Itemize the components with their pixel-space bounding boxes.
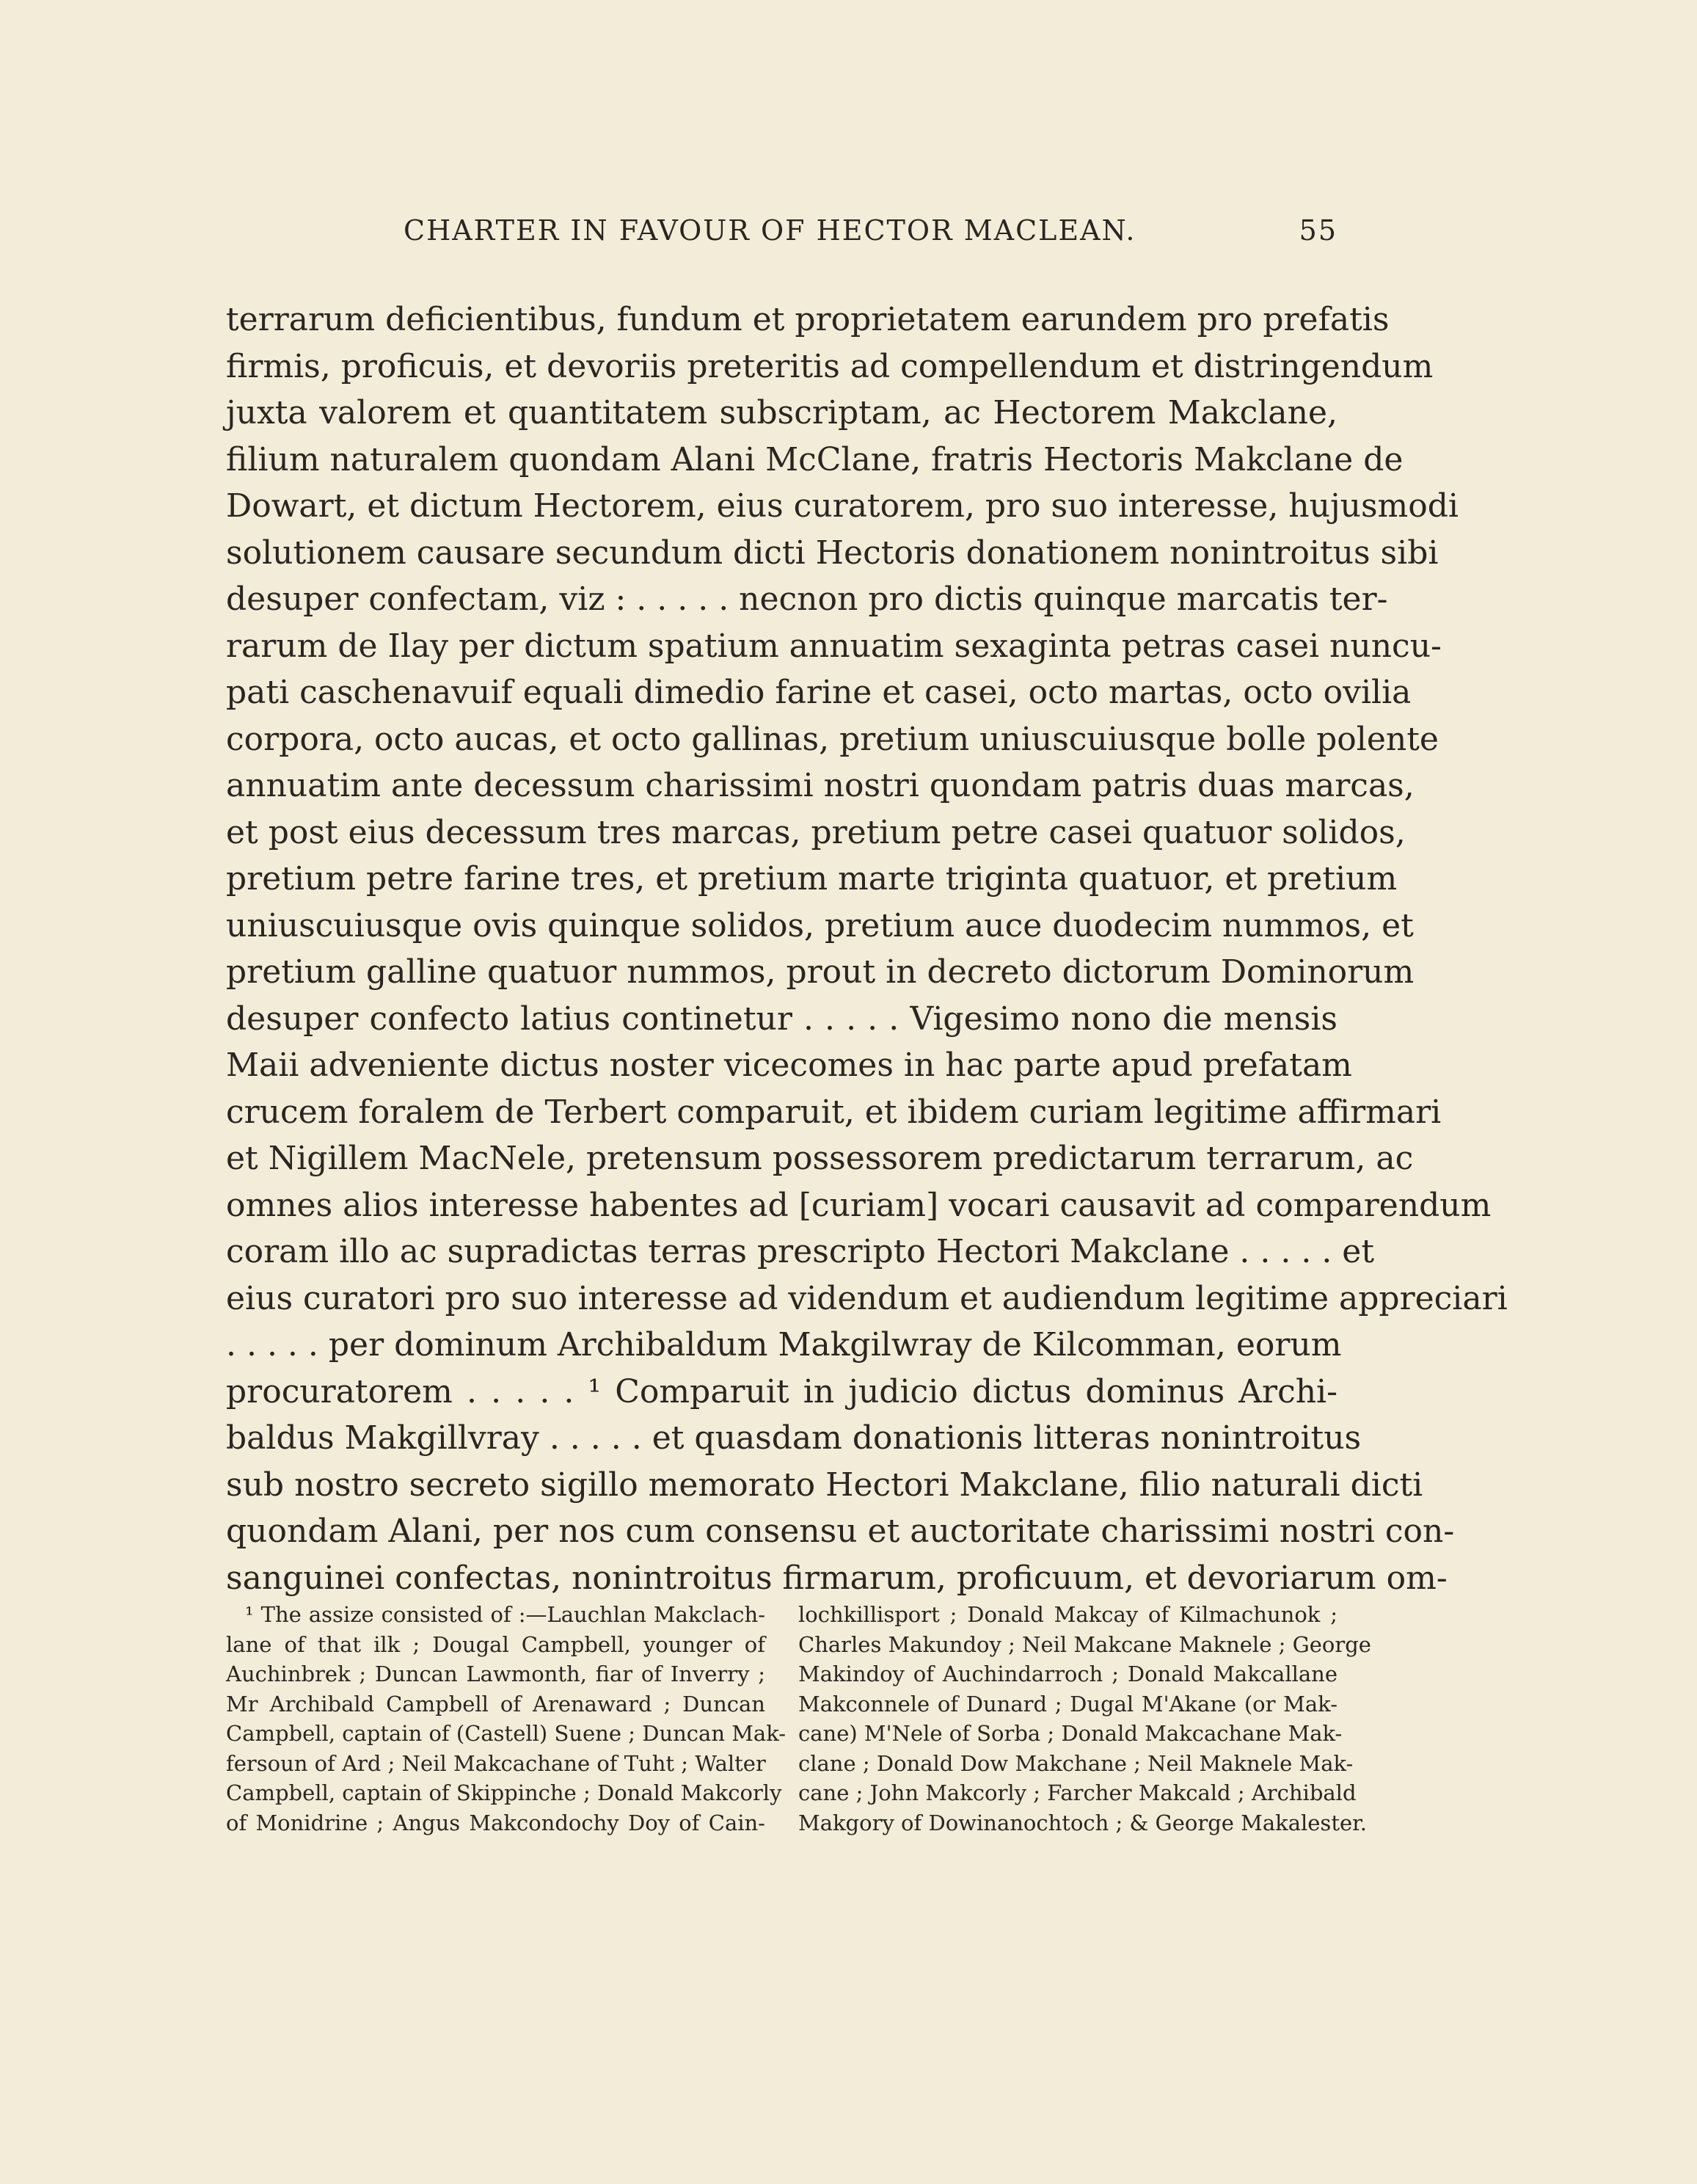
body-line: sanguinei confectas, nonintroitus firmarum, proficuum, et devoriarum om- — [226, 1559, 1448, 1597]
footnote-line: Campbell, captain of Skippinche ; Donald Makcorly — [226, 1780, 782, 1805]
body-line: et Nigillem MacNele, pretensum possessorem predictarum terrarum, ac — [226, 1140, 1414, 1177]
footnote-line: ¹ The assize consisted of :—Lauchlan Makclach- — [245, 1602, 765, 1627]
body-line: firmis, proficuis, et devoriis preteritis ad compellendum et distringendum — [226, 347, 1434, 385]
body-line: et post eius decessum tres marcas, pretium petre casei quatuor solidos, — [226, 813, 1406, 851]
footnote-line: Mr Archibald Campbell of Arenaward ; Duncan — [226, 1691, 765, 1717]
body-line: quondam Alani, per nos cum consensu et auctoritate charissimi nostri con- — [226, 1513, 1455, 1550]
body-line: crucem foralem de Terbert comparuit, et ibidem curiam legitime affirmari — [226, 1093, 1442, 1131]
body-line: desuper confectam, viz : . . . . . necnon pro dictis quinque marcatis ter- — [226, 580, 1388, 618]
body-line: eius curatori pro suo interesse ad videndum et audiendum legitime appreciari — [226, 1279, 1508, 1317]
body-line: rarum de Ilay per dictum spatium annuatim sexaginta petras casei nuncu- — [226, 627, 1442, 665]
body-line: filium naturalem quondam Alani McClane, fratris Hectoris Makclane de — [226, 440, 1404, 478]
footnote-line: Makindoy of Auchindarroch ; Donald Makcallane — [798, 1661, 1337, 1686]
footnote-line: fersoun of Ard ; Neil Makcachane of Tuht ; Walter — [226, 1750, 766, 1776]
body-line: coram illo ac supradictas terras prescripto Hectori Makclane . . . . . et — [226, 1233, 1375, 1270]
body-line: Dowart, et dictum Hectorem, eius curatorem, pro suo interesse, hujusmodi — [226, 487, 1459, 525]
body-line: omnes alios interesse habentes ad [curiam] vocari causavit ad comparendum — [226, 1186, 1492, 1224]
footnote — [226, 1600, 1371, 1838]
footnote-line: Auchinbrek ; Duncan Lawmonth, fiar of Inverry ; — [226, 1661, 765, 1686]
footnote-line: Makconnele of Dunard ; Dugal M'Akane (or Mak- — [798, 1691, 1337, 1717]
footnote-line: clane ; Donald Dow Makchane ; Neil Maknele Mak- — [798, 1750, 1354, 1776]
body-line: baldus Makgillvray . . . . . et quasdam donationis litteras nonintroitus — [226, 1419, 1362, 1457]
footnote-line: of Monidrine ; Angus Makcondochy Doy of Cain- — [226, 1810, 765, 1835]
body-line: corpora, octo aucas, et octo gallinas, pretium uniuscuiusque bolle polente — [226, 720, 1439, 758]
footnote-line: lochkillisport ; Donald Makcay of Kilmachunok ; — [798, 1602, 1337, 1627]
body-line: . . . . . per dominum Archibaldum Makgilwray de Kilcomman, eorum — [226, 1326, 1342, 1364]
body-line: solutionem causare secundum dicti Hectoris donationem nonintroitus sibi — [226, 534, 1439, 572]
footnote-line: cane ; John Makcorly ; Farcher Makcald ; Archibald — [798, 1780, 1357, 1805]
footnote-line: Charles Makundoy ; Neil Makcane Maknele ; George — [798, 1631, 1371, 1657]
body-line: terrarum deficientibus, fundum et proprietatem earundem pro prefatis — [226, 301, 1390, 338]
footnote-line: cane) M'Nele of Sorba ; Donald Makcachane Mak- — [798, 1721, 1343, 1746]
footnote-column-right — [798, 1600, 1371, 1838]
body-line: procuratorem . . . . . ¹ Comparuit in judicio dictus dominus Archi- — [226, 1372, 1337, 1410]
running-head-title: CHARTER IN FAVOUR OF HECTOR MACLEAN. — [404, 214, 1136, 247]
body-line: annuatim ante decessum charissimi nostri quondam patris duas marcas, — [226, 767, 1415, 804]
body-line: Maii adveniente dictus noster vicecomes in hac parte apud prefatam — [226, 1046, 1352, 1084]
body-line: pati caschenavuif equali dimedio farine et casei, octo martas, octo ovilia — [226, 674, 1412, 711]
body-text — [226, 296, 1508, 1601]
footnote-line: Campbell, captain of (Castell) Suene ; Duncan Mak- — [226, 1721, 787, 1746]
body-line: pretium petre farine tres, et pretium marte triginta quatuor, et pretium — [226, 860, 1398, 898]
body-line: pretium galline quatuor nummos, prout in decreto dictorum Dominorum — [226, 953, 1415, 991]
page-number: 55 — [1299, 214, 1337, 247]
body-line: juxta valorem et quantitatem subscriptam, ac Hectorem Makclane, — [226, 394, 1337, 432]
running-head — [226, 214, 1337, 258]
footnote-line: lane of that ilk ; Dougal Campbell, younger of — [226, 1631, 765, 1657]
footnote-line: Makgory of Dowinanochtoch ; & George Makalester. — [798, 1810, 1368, 1835]
body-line: sub nostro secreto sigillo memorato Hectori Makclane, filio naturali dicti — [226, 1466, 1423, 1504]
body-line: desuper confecto latius continetur . . . . . Vigesimo nono die mensis — [226, 1000, 1337, 1038]
body-line: uniuscuiusque ovis quinque solidos, pretium auce duodecim nummos, et — [226, 906, 1414, 944]
footnote-column-left — [226, 1600, 787, 1838]
